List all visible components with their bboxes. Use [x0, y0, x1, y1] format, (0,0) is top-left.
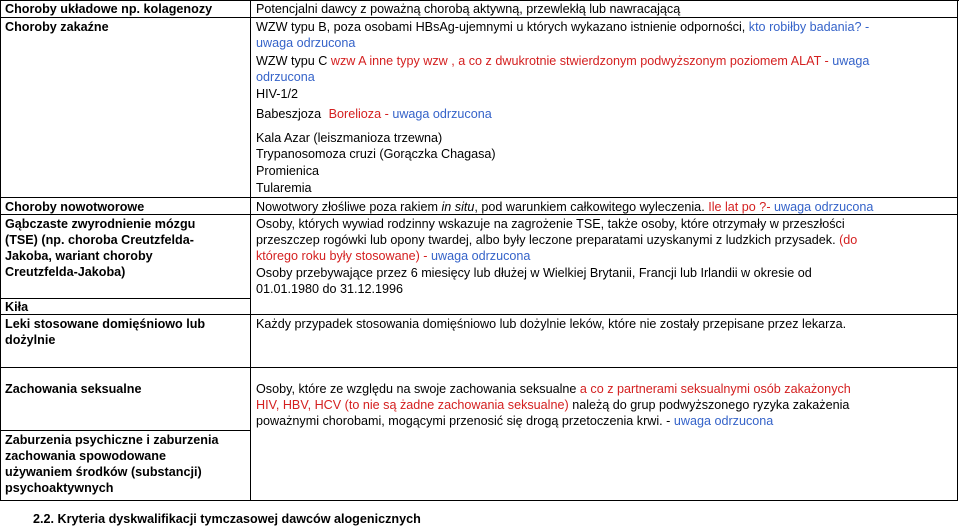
sex-comment: a co z partnerami seksualnymi osób zakażonych [579, 382, 851, 396]
section-heading: 2.2. Kryteria dyskwalifikacji tymczasowej dawców alogenicznych [33, 512, 421, 526]
babesiosis-rejected-note: uwaga odrzucona [392, 107, 492, 121]
row-label-sexual-behaviour: Zachowania seksualne [5, 382, 142, 396]
criteria-trypanosomiasis: Trypanosomoza cruzi (Gorączka Chagasa) [256, 147, 496, 161]
criteria-cancer [256, 199, 956, 215]
row-label-drugs-line: Leki stosowane domięśniowo lub [5, 317, 206, 331]
row-label-psych-line: używaniem środków (substancji) [5, 465, 202, 479]
cancer-in-situ: in situ [441, 200, 475, 214]
sex-text-end: poważnymi chorobami, mogącymi przenosić się drogą przetoczenia krwi. - [256, 414, 671, 428]
criteria-hbv [256, 19, 956, 51]
criteria-hiv: HIV-1/2 [256, 87, 298, 101]
criteria-chronic-disease: Potencjalni dawcy z poważną chorobą aktywną, przewlekłą lub nawracającą [256, 2, 681, 16]
table-right-border [957, 0, 958, 501]
table-left-border [0, 0, 1, 501]
row-label-cancer: Choroby nowotworowe [5, 200, 145, 214]
table-bottom-border [0, 500, 958, 501]
sex-rejected-note: uwaga odrzucona [673, 414, 774, 428]
tse-residence-text: Osoby przebywające przez 6 miesięcy lub dłużej w Wielkiej Brytanii, Francji lub Irlandii w okresie od [256, 266, 812, 280]
table-column-divider [250, 0, 251, 501]
table-row-divider [0, 17, 958, 18]
tse-text: Osoby, których wywiad rodzinny wskazuje na zagrożenie TSE, także osoby, które otrzymały w przeszłości [256, 217, 845, 231]
hbv-comment: kto robiłby badania? - [748, 20, 870, 34]
criteria-tularemia: Tularemia [256, 181, 312, 195]
table-row-divider [0, 367, 958, 368]
hbv-rejected-note: uwaga odrzucona [256, 36, 356, 50]
cancer-rejected-note: uwaga odrzucona [774, 200, 874, 214]
tse-rejected-note: uwaga odrzucona [431, 249, 531, 263]
tse-comment-cont: którego roku były stosowane) - [256, 249, 428, 263]
borreliosis-comment: Borelioza - [328, 107, 389, 121]
criteria-kala-azar: Kala Azar (leiszmanioza trzewna) [256, 131, 443, 145]
criteria-tse-family [256, 216, 956, 264]
tse-text-cont: przeszczep rogówki lub opony twardej, albo były leczone preparatami uzyskanymi z ludzkich przysadek. [256, 233, 836, 247]
row-label-tse [5, 216, 245, 280]
row-label-psychiatric [5, 432, 245, 496]
cancer-text: Nowotwory złośliwe poza rakiem [256, 200, 438, 214]
tse-residence-dates: 01.01.1980 do 31.12.1996 [256, 282, 404, 296]
hcv-text: WZW typu C [256, 54, 328, 68]
hbv-text: WZW typu B, poza osobami HBsAg-ujemnymi u których wykazano istnienie odporności, [256, 20, 746, 34]
sex-text-cont: należą do grup podwyższonego ryzyka zakażenia [572, 398, 850, 412]
sex-text: Osoby, które ze względu na swoje zachowania seksualne [256, 382, 577, 396]
tse-comment: (do [839, 233, 858, 247]
row-label-tse-line: (TSE) (np. choroba Creutzfelda- [5, 233, 194, 247]
criteria-actinomycosis: Promienica [256, 164, 319, 178]
cancer-comment: Ile lat po ?- [708, 200, 771, 214]
sex-comment-cont: HIV, HBV, HCV (to nie są żadne zachowania seksualne) [256, 398, 569, 412]
table-row-divider [0, 197, 958, 198]
hcv-rejected-note: uwaga [832, 54, 870, 68]
row-label-autoimmune: Choroby układowe np. kolagenozy [5, 2, 213, 16]
criteria-babesiosis [256, 106, 956, 122]
criteria-injected-drugs: Każdy przypadek stosowania domięśniowo lub dożylnie leków, które nie zostały przepisane przez lekarza. [256, 317, 847, 331]
criteria-sexual-behaviour [256, 381, 956, 429]
row-label-syphilis: Kiła [5, 300, 29, 314]
criteria-tse-residence [256, 265, 956, 297]
hcv-comment: wzw A inne typy wzw , a co z dwukrotnie stwierdzonym podwyższonym poziomem ALAT - [330, 54, 829, 68]
row-label-tse-line: Gąbczaste zwyrodnienie mózgu [5, 217, 196, 231]
row-label-tse-line: Jakoba, wariant choroby [5, 249, 153, 263]
row-label-psych-line: Zaburzenia psychiczne i zaburzenia [5, 433, 219, 447]
hcv-rejected-note-cont: odrzucona [256, 70, 315, 84]
row-label-infectious: Choroby zakaźne [5, 20, 109, 34]
row-label-psych-line: psychoaktywnych [5, 481, 114, 495]
table-row-divider [0, 430, 250, 431]
criteria-hcv [256, 53, 956, 85]
row-label-tse-line: Creutzfelda-Jakoba) [5, 265, 126, 279]
cancer-text-cont: , pod warunkiem całkowitego wyleczenia. [474, 200, 705, 214]
babesiosis-text: Babeszjoza [256, 107, 322, 121]
row-label-injected-drugs [5, 316, 245, 348]
row-label-psych-line: zachowania spowodowane [5, 449, 166, 463]
row-label-drugs-line: dożylnie [5, 333, 56, 347]
